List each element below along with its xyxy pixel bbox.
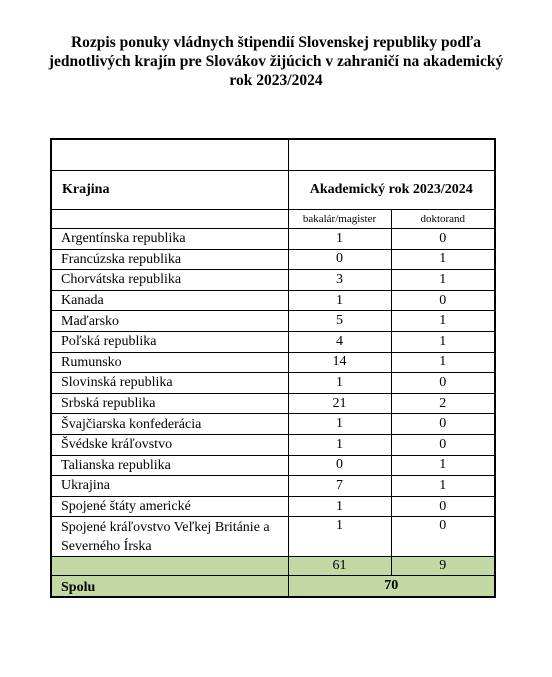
document-title [20, 33, 532, 90]
subheader-row [51, 210, 495, 229]
table-row [51, 393, 495, 414]
empty-cell [51, 139, 288, 171]
empty-header-row [51, 139, 495, 171]
empty-cell [51, 210, 288, 229]
table-row [51, 517, 495, 557]
country-name: Francúzska republika [51, 249, 288, 270]
table-row [51, 414, 495, 435]
table-row [51, 270, 495, 291]
doctoral-count: 1 [391, 455, 495, 476]
table-row [51, 229, 495, 250]
total-label: Spolu [51, 576, 288, 598]
country-name: Rumunsko [51, 352, 288, 373]
table-row [51, 311, 495, 332]
bachelor-count: 1 [288, 229, 391, 250]
sum-doctoral: 9 [391, 557, 495, 576]
country-name: Srbská republika [51, 393, 288, 414]
table-row [51, 434, 495, 455]
country-name: Argentínska republika [51, 229, 288, 250]
header-academic-year: Akademický rok 2023/2024 [288, 171, 495, 210]
table-row [51, 476, 495, 497]
header-row [51, 171, 495, 210]
header-country: Krajina [51, 171, 288, 210]
sum-bachelor: 61 [288, 557, 391, 576]
country-name: Talianska republika [51, 455, 288, 476]
country-name: Slovinská republika [51, 373, 288, 394]
table-row [51, 496, 495, 517]
doctoral-count: 0 [391, 414, 495, 435]
table-row [51, 290, 495, 311]
doctoral-count: 0 [391, 229, 495, 250]
table-body [51, 229, 495, 557]
bachelor-count: 1 [288, 517, 391, 557]
subheader-doctoral: doktorand [391, 210, 495, 229]
empty-cell [288, 139, 495, 171]
country-name: Ukrajina [51, 476, 288, 497]
doctoral-count: 2 [391, 393, 495, 414]
bachelor-count: 0 [288, 455, 391, 476]
sum-label-cell [51, 557, 288, 576]
title-line-2: jednotlivých krajín pre Slovákov žijúcich v zahraničí na akademický [48, 53, 504, 70]
total-value: 70 [288, 576, 495, 598]
table-row [51, 455, 495, 476]
bachelor-count: 1 [288, 496, 391, 517]
country-name: Poľská republika [51, 331, 288, 352]
bachelor-count: 0 [288, 249, 391, 270]
table-row [51, 373, 495, 394]
doctoral-count: 0 [391, 434, 495, 455]
doctoral-count: 1 [391, 311, 495, 332]
country-name: Chorvátska republika [51, 270, 288, 291]
table-row [51, 249, 495, 270]
bachelor-count: 1 [288, 373, 391, 394]
total-row [51, 576, 495, 598]
doctoral-count: 0 [391, 517, 495, 557]
bachelor-count: 5 [288, 311, 391, 332]
doctoral-count: 1 [391, 249, 495, 270]
bachelor-count: 1 [288, 290, 391, 311]
table-row [51, 331, 495, 352]
bachelor-count: 14 [288, 352, 391, 373]
doctoral-count: 1 [391, 270, 495, 291]
bachelor-count: 3 [288, 270, 391, 291]
subheader-bachelor: bakalár/magister [288, 210, 391, 229]
bachelor-count: 21 [288, 393, 391, 414]
scholarship-table [50, 138, 496, 598]
doctoral-count: 1 [391, 476, 495, 497]
country-name: Kanada [51, 290, 288, 311]
bachelor-count: 1 [288, 414, 391, 435]
country-name: Maďarsko [51, 311, 288, 332]
country-name: Spojené štáty americké [51, 496, 288, 517]
doctoral-count: 1 [391, 352, 495, 373]
table-row [51, 352, 495, 373]
country-name: Spojené kráľovstvo Veľkej Británie a Severného Írska [51, 517, 288, 557]
doctoral-count: 1 [391, 331, 495, 352]
country-name: Švajčiarska konfederácia [51, 414, 288, 435]
bachelor-count: 7 [288, 476, 391, 497]
bachelor-count: 4 [288, 331, 391, 352]
bachelor-count: 1 [288, 434, 391, 455]
doctoral-count: 0 [391, 373, 495, 394]
title-line-3: rok 2023/2024 [229, 72, 323, 89]
sum-row [51, 557, 495, 576]
doctoral-count: 0 [391, 290, 495, 311]
title-line-1: Rozpis ponuky vládnych štipendií Slovenskej republiky podľa [70, 34, 482, 51]
country-name: Švédske kráľovstvo [51, 434, 288, 455]
doctoral-count: 0 [391, 496, 495, 517]
